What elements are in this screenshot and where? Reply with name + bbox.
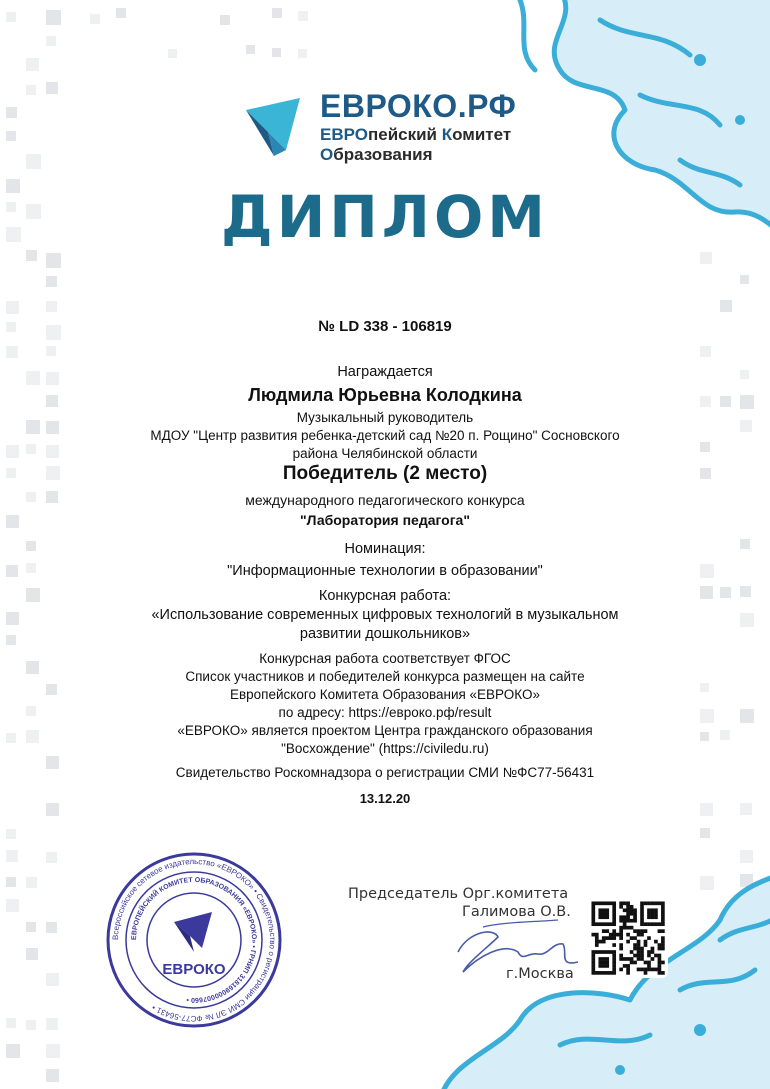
brand-subtitle-line2: Образования bbox=[320, 145, 433, 164]
contest-name: "Лаборатория педагога" bbox=[300, 512, 470, 528]
signatory-name: Галимова О.В. bbox=[462, 904, 571, 920]
qr-code-icon bbox=[588, 898, 668, 978]
awarded-label: Награждается bbox=[337, 364, 433, 380]
contest-type: международного педагогического конкурса bbox=[245, 492, 525, 508]
evroko-seal-stamp bbox=[104, 850, 284, 1030]
nomination-value: "Информационные технологии в образовании" bbox=[227, 563, 543, 579]
seal-inner-ring-text: ЕВРОПЕЙСКИЙ КОМИТЕТ ОБРАЗОВАНИЯ «ЕВРОКО» • ГРНИП 318169000007660 • bbox=[130, 876, 258, 1004]
work-label: Конкурсная работа: bbox=[318, 588, 452, 604]
seal-center-text: ЕВРОКО bbox=[162, 961, 226, 978]
award-place: Победитель (2 место) bbox=[282, 463, 488, 484]
brand-subtitle-line1: ЕВРОпейский Комитет bbox=[320, 125, 512, 144]
registration-certificate: Свидетельство Роскомнадзора о регистрации СМИ №ФС77-56431 bbox=[175, 765, 595, 780]
organization-line-2: района Челябинской области bbox=[292, 446, 478, 461]
recipient-name: Людмила Юрьевна Колодкина bbox=[248, 385, 522, 405]
brand-name: ЕВРОКО.РФ bbox=[320, 88, 517, 124]
organization-line-1: МДОУ "Центр развития ребенка-детский сад №20 п. Рощино" Сосновского bbox=[150, 428, 620, 443]
work-title-line-1: «Использование современных цифровых технологий в музыкальном bbox=[151, 607, 619, 623]
info-line-6: "Восхождение" (https://civiledu.ru) bbox=[281, 741, 489, 756]
info-line-5: «ЕВРОКО» является проектом Центра гражданского образования bbox=[177, 723, 593, 738]
info-line-2: Список участников и победителей конкурса размещен на сайте bbox=[185, 669, 585, 684]
info-line-3: Европейского Комитета Образования «ЕВРОКО» bbox=[229, 687, 540, 702]
qr-code[interactable] bbox=[588, 898, 668, 978]
signatory-title: Председатель Орг.комитета bbox=[348, 886, 569, 902]
recipient-position: Музыкальный руководитель bbox=[296, 410, 474, 425]
work-title-line-2: развитии дошкольников» bbox=[299, 626, 471, 642]
info-line-4: по адресу: https://евроко.рф/result bbox=[278, 705, 492, 720]
city-label: г.Москва bbox=[506, 966, 574, 982]
seal-outer-ring-text: Всероссийское сетевое издательство «ЕВРОКО» • Свидетельство о регистрации СМИ ЭЛ № ФС77-56431 • bbox=[110, 856, 278, 1024]
issue-date: 13.12.20 bbox=[359, 791, 411, 806]
nomination-label: Номинация: bbox=[344, 541, 426, 557]
info-line-1: Конкурсная работа соответствует ФГОС bbox=[259, 651, 511, 666]
diploma-title: ДИПЛОМ bbox=[221, 183, 549, 251]
diploma-number: № LD 338 - 106819 bbox=[318, 318, 452, 335]
